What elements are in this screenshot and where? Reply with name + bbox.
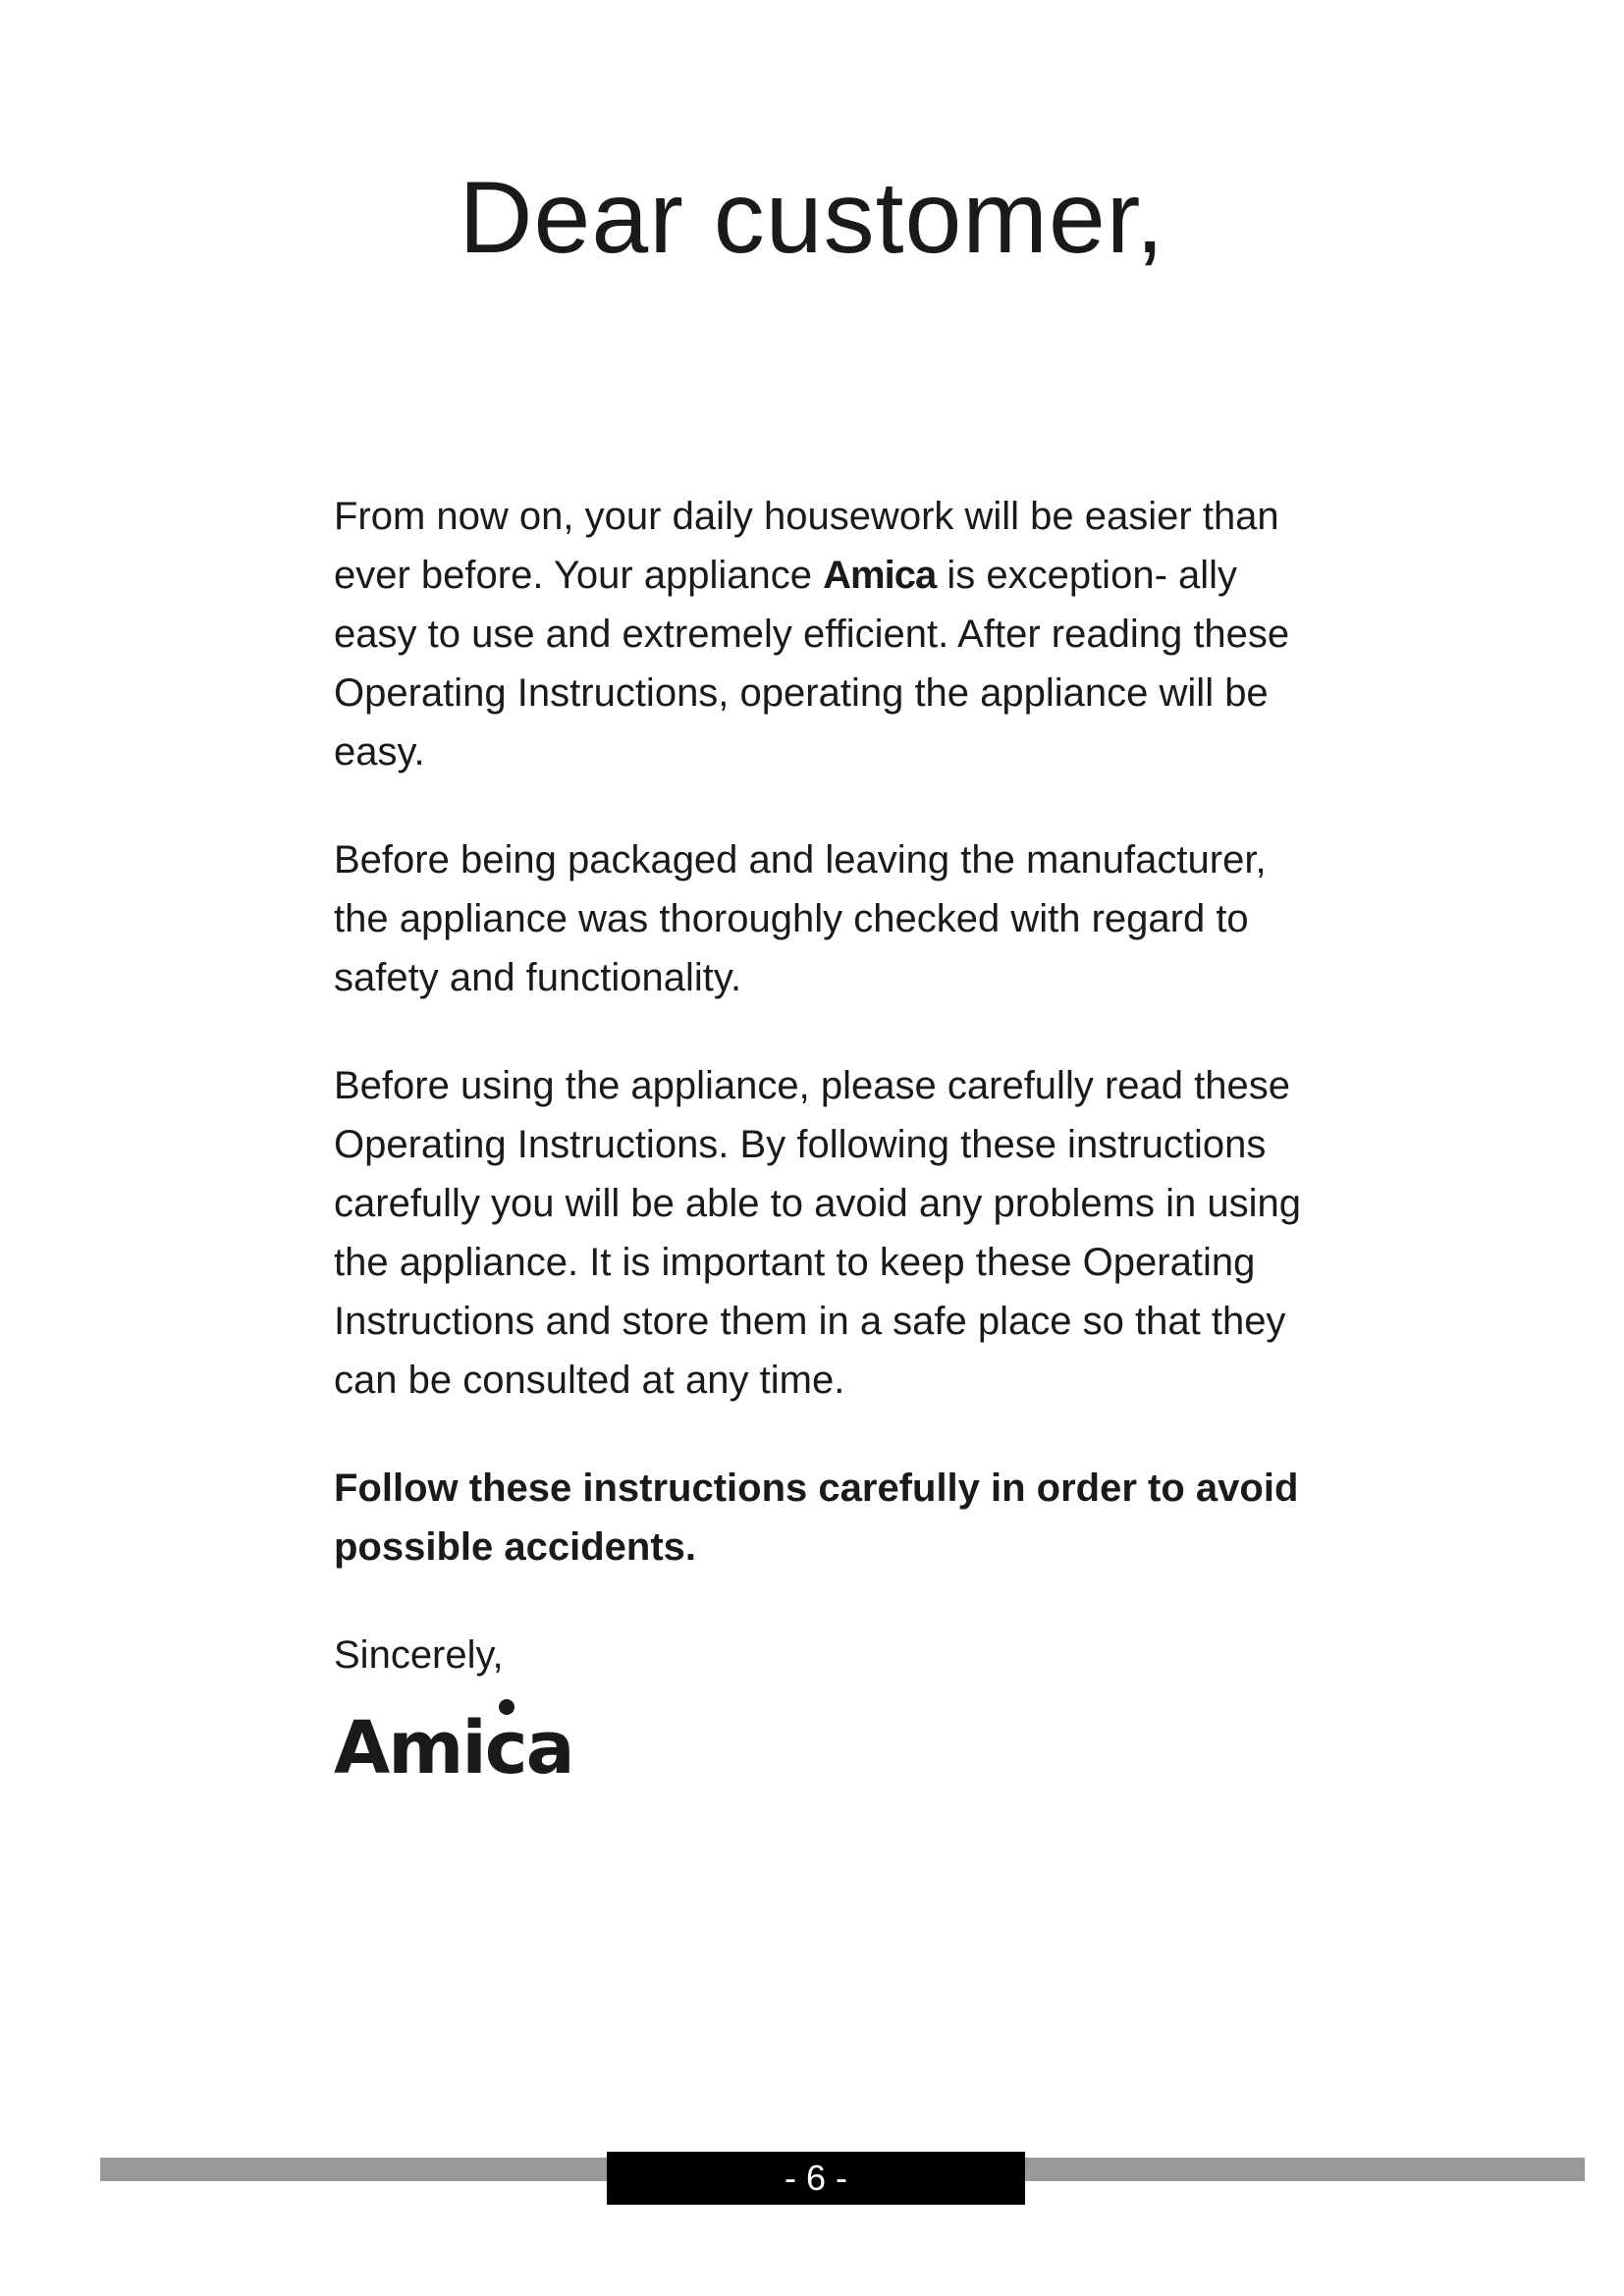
signoff: Sincerely, (334, 1633, 504, 1677)
warning-paragraph: Follow these instructions carefully in order to avoid possible accidents. (334, 1467, 1299, 1569)
logo-wordmark: Amica (334, 1706, 573, 1779)
intro-text-start: From now on, your daily housework will be easier than ever before. Your appliance (334, 495, 1279, 597)
amica-logo (334, 1698, 591, 1779)
page-title: Dear customer, (459, 161, 1165, 275)
intro-text-end: is exception- ally easy to use and extremely efficient. After reading these Operating Instructions, operating the appliance will be easy. (334, 554, 1290, 774)
page-number: - 6 - (607, 2152, 1025, 2205)
intro-paragraph (334, 487, 1316, 781)
inline-brand-name: Amica (823, 554, 937, 597)
quality-check-paragraph: Before being packaged and leaving the manufacturer, the appliance was thoroughly checked with regard to safety and functionality. (334, 838, 1267, 999)
letter-body (334, 487, 1316, 1779)
read-instructions-paragraph: Before using the appliance, please carefully read these Operating Instructions. By following these instructions carefully you will be able to avoid any problems in using the appliance. It is important to keep these Operating Instructions and store them in a safe place so that they can be consulted at any time. (334, 1064, 1301, 1402)
